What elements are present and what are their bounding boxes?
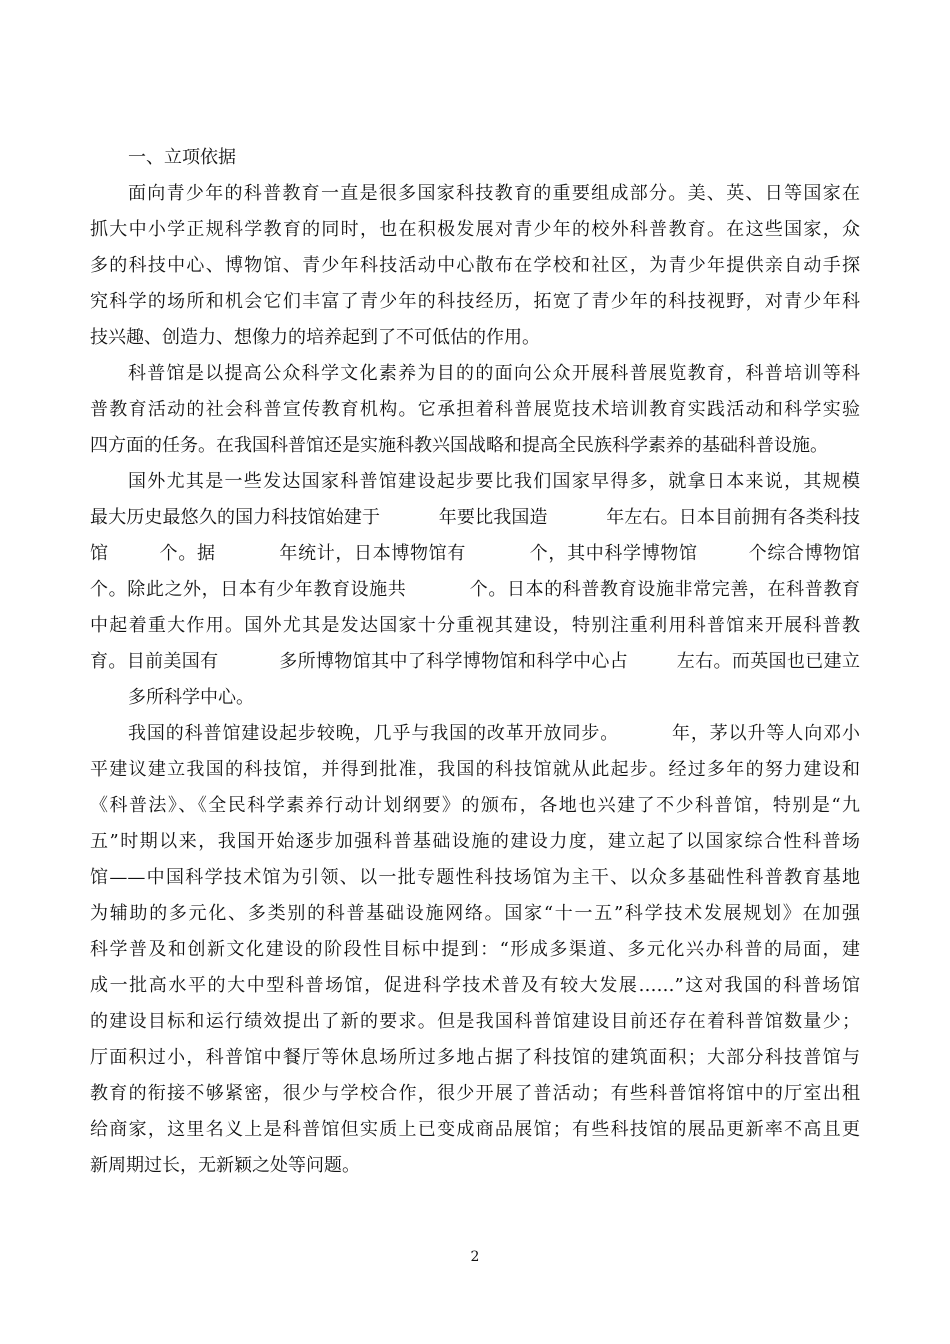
paragraph-line: 普教育活动的社会科普宣传教育机构。它承担着科普展览技术培训教育实践活动和科学实验 [90, 399, 860, 420]
paragraph-line: 中起着重大作用。国外尤其是发达国家十分重视其建设，特别注重利用科普馆来开展科普教 [90, 615, 860, 636]
paragraph-line: 成一批高水平的大中型科普场馆，促进科学技术普及有较大发展……”这对我国的科普场馆 [90, 975, 860, 996]
paragraph-4 [90, 716, 860, 1184]
paragraph-line: 最大历史最悠久的国力科技馆始建于 年要比我国造 年左右。日本目前拥有各类科技 [90, 507, 860, 528]
paragraph-2 [90, 356, 860, 464]
paragraph-line: 抓大中小学正规科学教育的同时，也在积极发展对青少年的校外科普教育。在这些国家，众 [90, 219, 860, 240]
paragraph-line: 科普馆是以提高公众科学文化素养为目的的面向公众开展科普展览教育，科普培训等科 [128, 363, 860, 384]
paragraph-line: 新周期过长，无新颖之处等问题。 [90, 1155, 360, 1176]
paragraph-line: 厅面积过小，科普馆中餐厅等休息场所过多地占据了科技馆的建筑面积；大部分科技普馆与 [90, 1047, 860, 1068]
paragraph-line: 科学普及和创新文化建设的阶段性目标中提到：“形成多渠道、多元化兴办科普的局面，建 [90, 939, 860, 960]
paragraph-line: 给商家，这里名义上是科普馆但实质上已变成商品展馆；有些科技馆的展品更新率不高且更 [90, 1119, 860, 1140]
paragraph-line: 面向青少年的科普教育一直是很多国家科技教育的重要组成部分。美、英、日等国家在 [128, 183, 860, 204]
paragraph-line: 育。目前美国有 多所博物馆其中了科学博物馆和科学中心占 左右。而英国也已建立 [90, 651, 860, 672]
paragraph-line: 平建议建立我国的科技馆，并得到批准，我国的科技馆就从此起步。经过多年的努力建设和 [90, 759, 860, 780]
paragraph-3 [90, 464, 860, 716]
document-body [90, 140, 860, 1184]
paragraph-line: 为辅助的多元化、多类别的科普基础设施网络。国家“十一五”科学技术发展规划》在加强 [90, 903, 860, 924]
paragraph-line: 技兴趣、创造力、想像力的培养起到了不可低估的作用。 [90, 327, 540, 348]
page-number: 2 [470, 1249, 480, 1265]
paragraph-line: 的建设目标和运行绩效提出了新的要求。但是我国科普馆建设目前还存在着科普馆数量少； [90, 1011, 860, 1032]
paragraph-line: 馆——中国科学技术馆为引领、以一批专题性科技场馆为主干、以众多基础性科普教育基地 [90, 867, 860, 888]
section-heading: 一、立项依据 [128, 147, 236, 168]
paragraph-line: 多的科技中心、博物馆、青少年科技活动中心散布在学校和社区，为青少年提供亲自动手探 [90, 255, 860, 276]
paragraph-line: 国外尤其是一些发达国家科普馆建设起步要比我们国家早得多，就拿日本来说，其规模 [128, 471, 860, 492]
paragraph-line: 五”时期以来，我国开始逐步加强科普基础设施的建设力度，建立起了以国家综合性科普场 [90, 831, 860, 852]
paragraph-line: 四方面的任务。在我国科普馆还是实施科教兴国战略和提高全民族科学素养的基础科普设施。 [90, 435, 828, 456]
paragraph-line: 我国的科普馆建设起步较晚，几乎与我国的改革开放同步。 年，茅以升等人向邓小 [128, 723, 860, 744]
paragraph-line: 多所科学中心。 [128, 687, 254, 708]
paragraph-line: 究科学的场所和机会它们丰富了青少年的科技经历，拓宽了青少年的科技视野，对青少年科 [90, 291, 860, 312]
paragraph-line: 教育的衔接不够紧密，很少与学校合作，很少开展了普活动；有些科普馆将馆中的厅室出租 [90, 1083, 860, 1104]
paragraph-line: 个。除此之外，日本有少年教育设施共 个。日本的科普教育设施非常完善，在科普教育 [90, 579, 860, 600]
paragraph-1 [90, 176, 860, 356]
paragraph-line: 《科普法》、《全民科学素养行动计划纲要》的颁布，各地也兴建了不少科普馆，特别是“九 [90, 795, 860, 816]
paragraph-line: 馆 个。据 年统计，日本博物馆有 个，其中科学博物馆 个综合博物馆 [90, 543, 860, 564]
